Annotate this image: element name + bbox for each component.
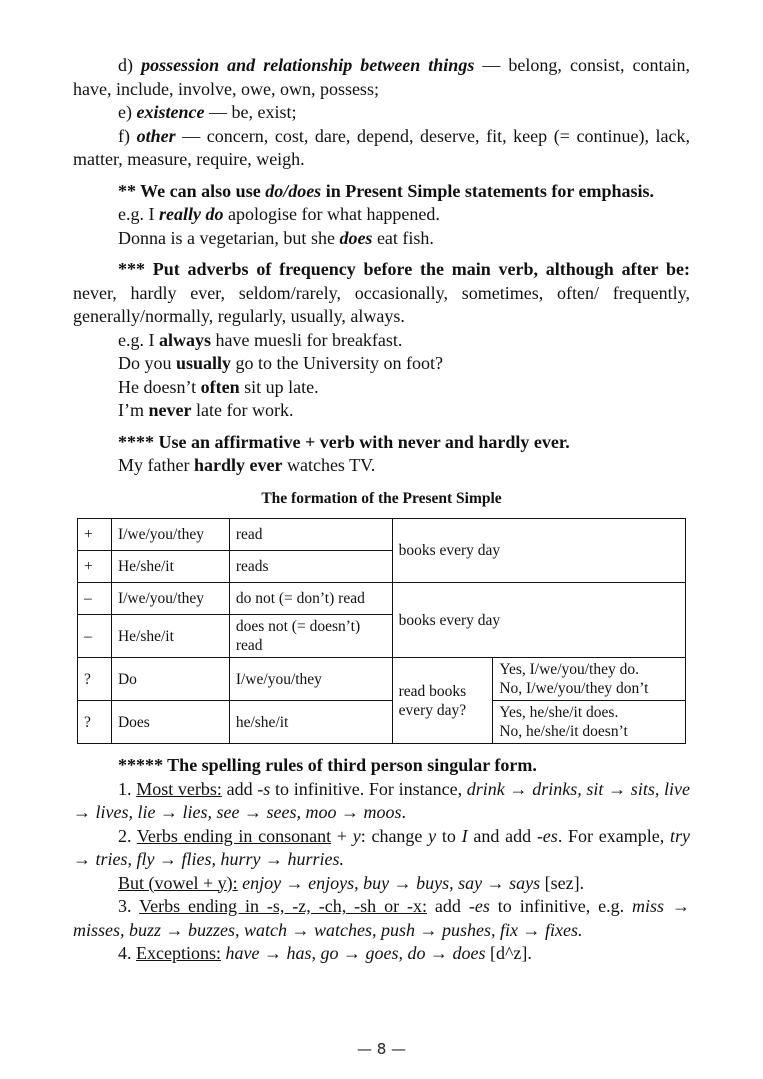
list-item-possession [73,54,690,101]
list-item-existence [73,101,690,125]
list-item-other [73,125,690,172]
note-never: **** Use an affirmative + verb with never and hardly ever. [118,431,570,452]
spelling-rule-1: 1. Most verbs: add -s to infinitive. For instance, drink → drinks, sit → sits, live → lives, lie → lies, see → sees, moo → moos. [73,778,691,822]
table-row: ? Does he/she/it Yes, he/she/it does. No, he/she/it doesn’t [78,701,686,744]
note-emphasis: ** We can also use do/does in Present Simple statements for emphasis. [118,180,655,201]
present-simple-table [77,518,686,744]
spelling-rule-2: 2. Verbs ending in consonant + y: change y to I and add -es. For example, try → tries, fly → flies, hurry → hurries. [73,825,690,869]
example-line: I’m never late for work. [118,400,294,420]
example-line: He doesn’t often sit up late. [118,376,319,397]
table-row: + He/she/it reads [78,551,686,583]
note-adverbs: *** Put adverbs of frequency before the main verb, although after be: never, hardly ever, seldom/rarely, occasionally, sometimes, often/ frequently, generally/normally, regularly, usually, always. [73,259,690,326]
item-title: existence [136,102,205,122]
table-row: – I/we/you/they do not (= don’t) read books every day [78,583,686,615]
item-text: — be, exist; [204,102,297,122]
spelling-rule-3: 3. Verbs ending in -s, -z, -ch, -sh or -x: add -es to infinitive, e.g. miss → misses, buzz → buzzes, watch → watches, push → pushes, fix → fixes. [73,896,690,940]
item-text: — concern, cost, dare, depend, deserve, fit, keep (= continue), lack, matter, measure, require, weigh. [73,125,691,169]
table-row: – He/she/it does not (= doesn’t) read [78,615,686,658]
page-content [73,54,690,966]
example-line: Donna is a vegetarian, but she does eat fish. [118,227,434,248]
table-row: + I/we/you/they read books every day [78,519,686,551]
spelling-rule-4: 4. Exceptions: have → has, go → goes, do → does [d^z]. [118,943,532,963]
spelling-rule-2b: But (vowel + y): enjoy → enjoys, buy → buys, say → says [sez]. [118,872,585,893]
page-number: — 8 — [356,1040,407,1058]
table-caption: The formation of the Present Simple [261,489,502,507]
table-row: ? Do I/we/you/they read books every day? Yes, I/we/you/they do. No, I/we/you/they don’t [78,658,686,701]
example-line: Do you usually go to the University on foot? [118,353,443,373]
example-line: e.g. I really do apologise for what happened. [118,204,440,224]
item-title: other [136,125,176,146]
spelling-heading: ***** The spelling rules of third person singular form. [118,755,537,775]
item-title: possession and relationship between things [141,55,475,75]
item-label: f) [118,125,130,146]
example-line: e.g. I always have muesli for breakfast. [118,329,403,350]
item-label: d) [118,55,133,75]
item-label: e) [118,102,132,122]
item-text: — belong, consist, contain, have, include, involve, owe, own, possess; [73,55,690,99]
example-line: My father hardly ever watches TV. [118,455,376,475]
